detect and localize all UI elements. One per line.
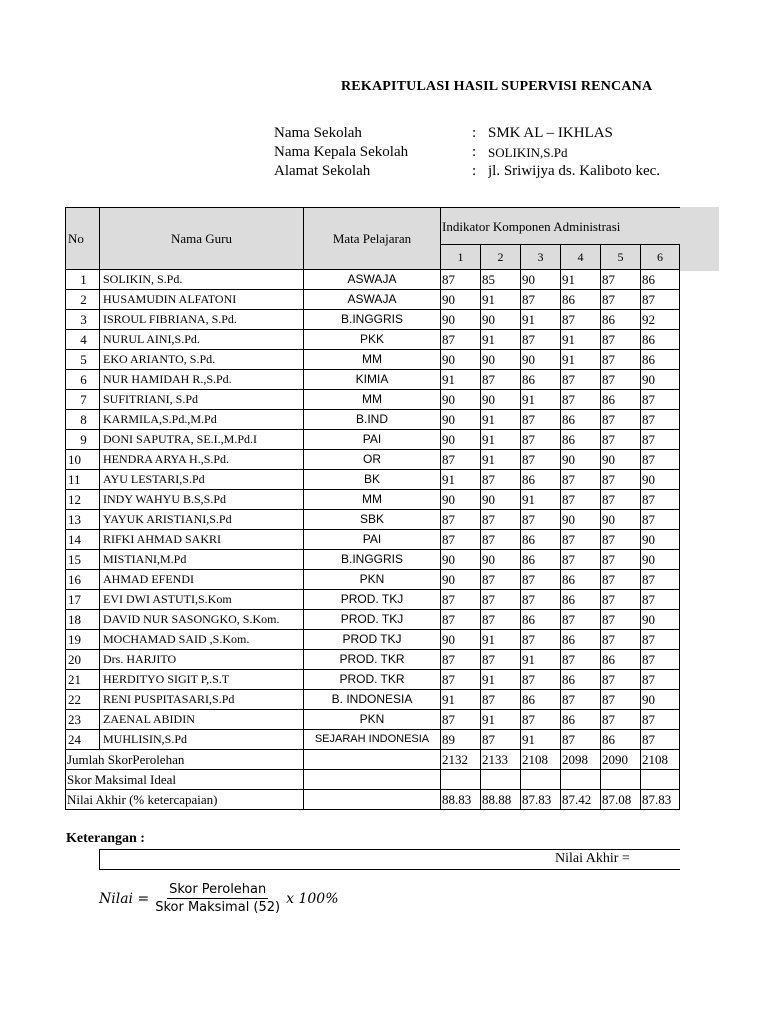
- cell-score: 87: [561, 390, 601, 410]
- cell-score: 87: [601, 490, 641, 510]
- cell-nama-guru: MUHLISIN,S.Pd: [100, 730, 304, 750]
- cell-score: 86: [561, 290, 601, 310]
- cell-score: 86: [521, 610, 561, 630]
- cell-score: 86: [641, 330, 680, 350]
- cell-mata-pelajaran: PROD. TKJ: [304, 610, 441, 630]
- cell-score: 90: [521, 350, 561, 370]
- cell-mata-pelajaran: SBK: [304, 510, 441, 530]
- formula-fraction: [155, 882, 280, 915]
- cell-no: 9: [66, 430, 100, 450]
- cell-score: 86: [561, 710, 601, 730]
- cell-score: 87: [561, 650, 601, 670]
- cell-nama-guru: RENI PUSPITASARI,S.Pd: [100, 690, 304, 710]
- info-label: Alamat Sekolah: [274, 163, 371, 179]
- info-separator: :: [472, 144, 477, 160]
- cell-score: 87: [641, 570, 680, 590]
- footer-value: 87.83: [521, 790, 561, 810]
- footer-empty-cell: [304, 790, 441, 810]
- cell-nama-guru: INDY WAHYU B.S,S.Pd: [100, 490, 304, 510]
- cell-score: 86: [561, 430, 601, 450]
- cell-score: 87: [561, 370, 601, 390]
- cell-score: 87: [641, 730, 680, 750]
- cell-score: 87: [601, 530, 641, 550]
- footer-empty-cell: [304, 770, 441, 790]
- cell-score: 87: [441, 270, 481, 290]
- cell-score: 87: [521, 570, 561, 590]
- cell-mata-pelajaran: B.INGGRIS: [304, 550, 441, 570]
- cell-mata-pelajaran: MM: [304, 390, 441, 410]
- footer-label: Jumlah SkorPerolehan: [66, 750, 304, 770]
- cell-score: 87: [481, 370, 521, 390]
- cell-score: 87: [561, 610, 601, 630]
- cell-score: 90: [521, 270, 561, 290]
- info-label: Nama Kepala Sekolah: [274, 144, 409, 160]
- table-row: [66, 710, 680, 730]
- cell-mata-pelajaran: ASWAJA: [304, 290, 441, 310]
- cell-mata-pelajaran: B.IND: [304, 410, 441, 430]
- cell-score: 86: [561, 590, 601, 610]
- cell-score: 87: [521, 590, 561, 610]
- cell-score: 92: [641, 310, 680, 330]
- header-mata-pelajaran: Mata Pelajaran: [304, 208, 441, 270]
- footer-label: Skor Maksimal Ideal: [66, 770, 304, 790]
- cell-score: 90: [641, 610, 680, 630]
- footer-value: 87.42: [561, 790, 601, 810]
- cell-no: 3: [66, 310, 100, 330]
- cell-score: 90: [441, 570, 481, 590]
- cell-mata-pelajaran: B. INDONESIA: [304, 690, 441, 710]
- cell-score: 87: [481, 730, 521, 750]
- cell-score: 90: [601, 450, 641, 470]
- cell-score: 87: [441, 610, 481, 630]
- document-title: REKAPITULASI HASIL SUPERVISI RENCANA: [341, 79, 653, 94]
- table-row: [66, 610, 680, 630]
- table-row: [66, 390, 680, 410]
- cell-score: 90: [641, 550, 680, 570]
- cell-score: 87: [561, 530, 601, 550]
- cell-score: 87: [521, 450, 561, 470]
- formula-numerator: Skor Perolehan: [169, 882, 267, 897]
- cell-score: 87: [521, 670, 561, 690]
- cell-nama-guru: MOCHAMAD SAID ,S.Kom.: [100, 630, 304, 650]
- footer-empty-cell: [304, 750, 441, 770]
- cell-score: 87: [601, 270, 641, 290]
- cell-no: 23: [66, 710, 100, 730]
- cell-score: 87: [441, 510, 481, 530]
- cell-score: 87: [601, 350, 641, 370]
- cell-no: 22: [66, 690, 100, 710]
- cell-score: 90: [481, 390, 521, 410]
- cell-no: 12: [66, 490, 100, 510]
- cell-nama-guru: Drs. HARJITO: [100, 650, 304, 670]
- cell-mata-pelajaran: PAI: [304, 430, 441, 450]
- table-row: [66, 590, 680, 610]
- cell-score: 87: [481, 590, 521, 610]
- cell-score: 87: [641, 430, 680, 450]
- cell-score: 90: [441, 350, 481, 370]
- cell-score: 87: [601, 670, 641, 690]
- cell-no: 15: [66, 550, 100, 570]
- cell-mata-pelajaran: BK: [304, 470, 441, 490]
- cell-score: 87: [641, 290, 680, 310]
- footer-value: [641, 770, 680, 790]
- cell-score: 87: [641, 390, 680, 410]
- header-overflow-shade: [679, 207, 719, 271]
- cell-score: 86: [601, 390, 641, 410]
- cell-nama-guru: NURUL AINI,S.Pd.: [100, 330, 304, 350]
- footer-value: [561, 770, 601, 790]
- table-row: [66, 470, 680, 490]
- table-row: [66, 330, 680, 350]
- header-col-2: 2: [481, 245, 521, 270]
- table-row: [66, 410, 680, 430]
- cell-nama-guru: ZAENAL ABIDIN: [100, 710, 304, 730]
- info-label: Nama Sekolah: [274, 125, 362, 141]
- cell-score: 87: [441, 590, 481, 610]
- footer-value: 87.83: [641, 790, 680, 810]
- cell-no: 13: [66, 510, 100, 530]
- cell-score: 86: [561, 410, 601, 430]
- header-col-4: 4: [561, 245, 601, 270]
- cell-no: 5: [66, 350, 100, 370]
- cell-score: 90: [641, 370, 680, 390]
- cell-score: 90: [641, 470, 680, 490]
- cell-no: 7: [66, 390, 100, 410]
- cell-score: 87: [641, 450, 680, 470]
- cell-score: 87: [601, 690, 641, 710]
- footer-value: 2108: [641, 750, 680, 770]
- cell-score: 91: [561, 350, 601, 370]
- cell-score: 91: [481, 450, 521, 470]
- footer-value: 2133: [481, 750, 521, 770]
- table-row: [66, 730, 680, 750]
- footer-value: [601, 770, 641, 790]
- cell-mata-pelajaran: PKN: [304, 710, 441, 730]
- footer-row: [66, 790, 680, 810]
- cell-no: 2: [66, 290, 100, 310]
- cell-score: 86: [521, 470, 561, 490]
- cell-nama-guru: EKO ARIANTO, S.Pd.: [100, 350, 304, 370]
- cell-score: 87: [481, 530, 521, 550]
- cell-score: 90: [561, 510, 601, 530]
- cell-score: 90: [641, 690, 680, 710]
- cell-nama-guru: KARMILA,S.Pd.,M.Pd: [100, 410, 304, 430]
- cell-mata-pelajaran: PROD. TKR: [304, 650, 441, 670]
- cell-no: 16: [66, 570, 100, 590]
- header-nama-guru: Nama Guru: [100, 208, 304, 270]
- info-separator: :: [472, 125, 477, 141]
- table-row: [66, 310, 680, 330]
- cell-score: 87: [601, 330, 641, 350]
- cell-score: 86: [521, 690, 561, 710]
- table-row: [66, 670, 680, 690]
- cell-score: 90: [441, 490, 481, 510]
- cell-nama-guru: HENDRA ARYA H.,S.Pd.: [100, 450, 304, 470]
- cell-nama-guru: ISROUL FIBRIANA, S.Pd.: [100, 310, 304, 330]
- cell-score: 90: [441, 410, 481, 430]
- table-row: [66, 450, 680, 470]
- cell-nama-guru: YAYUK ARISTIANI,S.Pd: [100, 510, 304, 530]
- footer-value: [481, 770, 521, 790]
- cell-score: 86: [601, 310, 641, 330]
- cell-score: 86: [641, 350, 680, 370]
- header-col-6: 6: [641, 245, 680, 270]
- cell-score: 87: [601, 410, 641, 430]
- cell-score: 87: [481, 650, 521, 670]
- cell-nama-guru: RIFKI AHMAD SAKRI: [100, 530, 304, 550]
- cell-no: 18: [66, 610, 100, 630]
- footer-value: [441, 770, 481, 790]
- formula-denominator: Skor Maksimal (52): [155, 900, 281, 915]
- cell-score: 86: [521, 530, 561, 550]
- supervision-table: [65, 207, 680, 810]
- cell-score: 87: [601, 610, 641, 630]
- cell-score: 86: [521, 550, 561, 570]
- cell-score: 90: [481, 550, 521, 570]
- cell-score: 87: [641, 490, 680, 510]
- cell-no: 21: [66, 670, 100, 690]
- cell-score: 90: [641, 530, 680, 550]
- footer-value: [521, 770, 561, 790]
- cell-no: 14: [66, 530, 100, 550]
- cell-mata-pelajaran: MM: [304, 490, 441, 510]
- cell-score: 87: [521, 710, 561, 730]
- cell-no: 24: [66, 730, 100, 750]
- cell-score: 87: [601, 290, 641, 310]
- formula: [99, 882, 339, 915]
- cell-score: 91: [561, 330, 601, 350]
- cell-score: 87: [601, 710, 641, 730]
- cell-score: 87: [441, 530, 481, 550]
- cell-nama-guru: EVI DWI ASTUTI,S.Kom: [100, 590, 304, 610]
- cell-score: 91: [481, 290, 521, 310]
- cell-score: 91: [441, 690, 481, 710]
- cell-score: 87: [561, 550, 601, 570]
- cell-mata-pelajaran: PROD. TKR: [304, 670, 441, 690]
- cell-score: 91: [481, 330, 521, 350]
- cell-score: 90: [481, 350, 521, 370]
- header-col-1: 1: [441, 245, 481, 270]
- cell-score: 91: [481, 430, 521, 450]
- cell-score: 87: [641, 670, 680, 690]
- table-row: [66, 650, 680, 670]
- cell-score: 89: [441, 730, 481, 750]
- cell-score: 87: [641, 650, 680, 670]
- cell-score: 87: [601, 570, 641, 590]
- cell-score: 87: [641, 590, 680, 610]
- info-value: jl. Sriwijya ds. Kaliboto kec.: [488, 163, 661, 179]
- cell-score: 87: [601, 590, 641, 610]
- cell-nama-guru: SUFITRIANI, S.Pd: [100, 390, 304, 410]
- table-row: [66, 270, 680, 290]
- header-no: No: [66, 208, 100, 270]
- cell-score: 91: [561, 270, 601, 290]
- cell-nama-guru: DONI SAPUTRA, SE.I.,M.Pd.I: [100, 430, 304, 450]
- cell-score: 87: [441, 670, 481, 690]
- table-row: [66, 490, 680, 510]
- cell-score: 87: [481, 510, 521, 530]
- info-value: SMK AL – IKHLAS: [488, 125, 613, 141]
- cell-score: 90: [441, 390, 481, 410]
- cell-score: 87: [521, 430, 561, 450]
- cell-nama-guru: AHMAD EFENDI: [100, 570, 304, 590]
- cell-score: 87: [481, 690, 521, 710]
- cell-mata-pelajaran: B.INGGRIS: [304, 310, 441, 330]
- nilai-akhir-box: [99, 849, 680, 870]
- cell-score: 91: [521, 310, 561, 330]
- footer-value: 88.83: [441, 790, 481, 810]
- cell-nama-guru: DAVID NUR SASONGKO, S.Kom.: [100, 610, 304, 630]
- formula-lhs: Nilai =: [99, 890, 150, 907]
- cell-score: 91: [481, 410, 521, 430]
- table-row: [66, 630, 680, 650]
- cell-score: 87: [601, 370, 641, 390]
- cell-score: 91: [521, 390, 561, 410]
- cell-score: 87: [601, 470, 641, 490]
- cell-score: 91: [521, 650, 561, 670]
- cell-nama-guru: SOLIKIN, S.Pd.: [100, 270, 304, 290]
- footer-value: 2098: [561, 750, 601, 770]
- cell-score: 90: [441, 430, 481, 450]
- cell-score: 90: [481, 310, 521, 330]
- footer-label: Nilai Akhir (% ketercapaian): [66, 790, 304, 810]
- cell-score: 87: [441, 650, 481, 670]
- cell-score: 87: [561, 730, 601, 750]
- cell-score: 90: [561, 450, 601, 470]
- keterangan-label: Keterangan :: [66, 831, 145, 846]
- table-row: [66, 550, 680, 570]
- footer-value: 2108: [521, 750, 561, 770]
- cell-no: 6: [66, 370, 100, 390]
- cell-score: 87: [601, 630, 641, 650]
- table-row: [66, 350, 680, 370]
- cell-nama-guru: NUR HAMIDAH R.,S.Pd.: [100, 370, 304, 390]
- cell-score: 87: [521, 630, 561, 650]
- cell-no: 20: [66, 650, 100, 670]
- cell-score: 90: [441, 310, 481, 330]
- table-row: [66, 430, 680, 450]
- cell-score: 87: [521, 330, 561, 350]
- cell-score: 86: [561, 670, 601, 690]
- cell-score: 90: [481, 490, 521, 510]
- cell-score: 90: [441, 550, 481, 570]
- cell-score: 90: [601, 510, 641, 530]
- cell-mata-pelajaran: ASWAJA: [304, 270, 441, 290]
- cell-score: 91: [521, 730, 561, 750]
- cell-no: 1: [66, 270, 100, 290]
- cell-score: 91: [441, 470, 481, 490]
- table-row: [66, 370, 680, 390]
- cell-score: 87: [441, 710, 481, 730]
- info-value: SOLIKIN,S.Pd: [488, 145, 568, 160]
- cell-nama-guru: HERDITYO SIGIT P,.S.T: [100, 670, 304, 690]
- cell-score: 91: [481, 710, 521, 730]
- cell-score: 87: [641, 710, 680, 730]
- cell-no: 19: [66, 630, 100, 650]
- cell-nama-guru: AYU LESTARI,S.Pd: [100, 470, 304, 490]
- footer-value: 87.08: [601, 790, 641, 810]
- cell-mata-pelajaran: MM: [304, 350, 441, 370]
- cell-mata-pelajaran: PROD TKJ: [304, 630, 441, 650]
- cell-score: 87: [481, 570, 521, 590]
- nilai-akhir-label: Nilai Akhir =: [555, 851, 630, 866]
- header-indikator: Indikator Komponen Administrasi: [441, 208, 680, 245]
- cell-score: 87: [481, 610, 521, 630]
- cell-score: 91: [441, 370, 481, 390]
- info-separator: :: [472, 163, 477, 179]
- cell-score: 87: [521, 410, 561, 430]
- cell-score: 87: [641, 410, 680, 430]
- cell-no: 8: [66, 410, 100, 430]
- cell-score: 87: [561, 490, 601, 510]
- cell-score: 86: [561, 570, 601, 590]
- cell-score: 87: [481, 470, 521, 490]
- formula-rhs: x 100%: [286, 890, 339, 907]
- cell-score: 86: [521, 370, 561, 390]
- cell-score: 87: [441, 450, 481, 470]
- table-row: [66, 690, 680, 710]
- table-row: [66, 570, 680, 590]
- cell-score: 91: [481, 630, 521, 650]
- cell-no: 10: [66, 450, 100, 470]
- cell-score: 91: [481, 670, 521, 690]
- cell-score: 86: [561, 630, 601, 650]
- cell-score: 87: [641, 630, 680, 650]
- cell-mata-pelajaran: OR: [304, 450, 441, 470]
- cell-score: 86: [601, 730, 641, 750]
- cell-mata-pelajaran: PROD. TKJ: [304, 590, 441, 610]
- cell-score: 87: [561, 470, 601, 490]
- header-col-3: 3: [521, 245, 561, 270]
- cell-score: 86: [601, 650, 641, 670]
- footer-value: 2132: [441, 750, 481, 770]
- cell-score: 91: [521, 490, 561, 510]
- cell-mata-pelajaran: PAI: [304, 530, 441, 550]
- footer-value: 2090: [601, 750, 641, 770]
- cell-nama-guru: MISTIANI,M.Pd: [100, 550, 304, 570]
- cell-score: 87: [601, 550, 641, 570]
- cell-no: 11: [66, 470, 100, 490]
- footer-value: 88.88: [481, 790, 521, 810]
- footer-row: [66, 750, 680, 770]
- header-col-5: 5: [601, 245, 641, 270]
- table-row: [66, 510, 680, 530]
- cell-score: 87: [441, 330, 481, 350]
- cell-score: 86: [641, 270, 680, 290]
- cell-mata-pelajaran: PKN: [304, 570, 441, 590]
- cell-no: 4: [66, 330, 100, 350]
- cell-score: 90: [441, 290, 481, 310]
- cell-score: 87: [641, 510, 680, 530]
- cell-score: 87: [561, 310, 601, 330]
- cell-score: 87: [601, 430, 641, 450]
- cell-mata-pelajaran: PKK: [304, 330, 441, 350]
- table-row: [66, 290, 680, 310]
- cell-score: 87: [561, 690, 601, 710]
- cell-score: 87: [521, 510, 561, 530]
- footer-row: [66, 770, 680, 790]
- cell-nama-guru: HUSAMUDIN ALFATONI: [100, 290, 304, 310]
- table-row: [66, 530, 680, 550]
- cell-no: 17: [66, 590, 100, 610]
- cell-mata-pelajaran: SEJARAH INDONESIA: [304, 730, 441, 750]
- cell-mata-pelajaran: KIMIA: [304, 370, 441, 390]
- cell-score: 85: [481, 270, 521, 290]
- cell-score: 87: [521, 290, 561, 310]
- cell-score: 90: [441, 630, 481, 650]
